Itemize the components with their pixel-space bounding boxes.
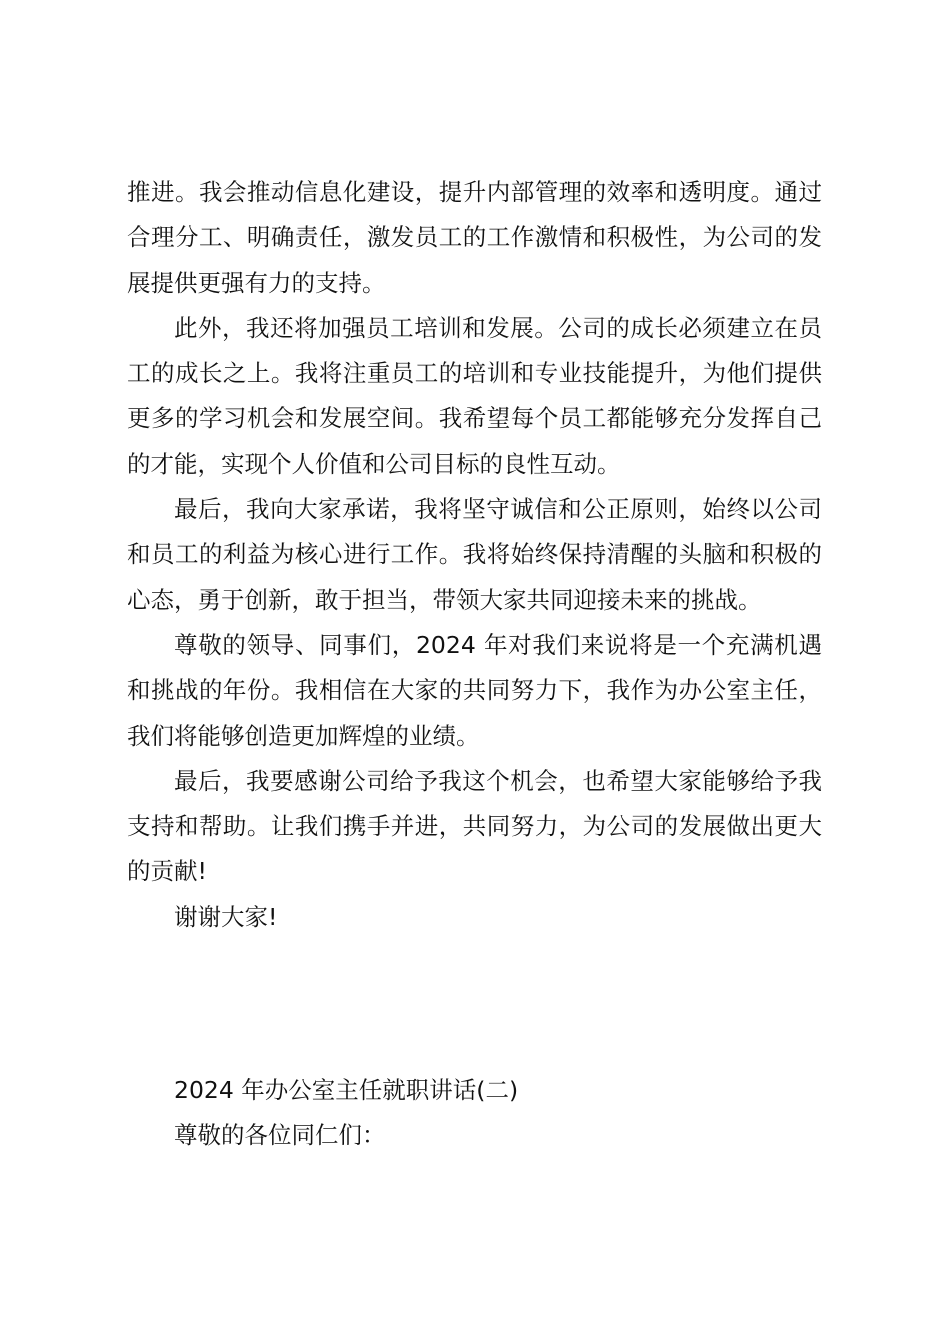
- paragraph-5: 最后，我要感谢公司给予我这个机会，也希望大家能够给予我支持和帮助。让我们携手并进，共同努力，为公司的发展做出更大的贡献!: [127, 766, 822, 886]
- next-speech-header: [127, 1068, 822, 1159]
- paragraph-3: 最后，我向大家承诺，我将坚守诚信和公正原则，始终以公司和员工的利益为核心进行工作。我将始终保持清醒的头脑和积极的心态，勇于创新，敢于担当，带领大家共同迎接未来的挑战。: [127, 495, 822, 614]
- section-title: 2024 年办公室主任就职讲话(二): [174, 1076, 519, 1104]
- speech-body: [127, 170, 822, 940]
- paragraph-6: 谢谢大家!: [174, 902, 278, 931]
- greeting: 尊敬的各位同仁们：: [174, 1121, 386, 1150]
- paragraph-2: 此外，我还将加强员工培训和发展。公司的成长必须建立在员工的成长之上。我将注重员工的培训和专业技能提升，为他们提供更多的学习机会和发展空间。我希望每个员工都能够充分发挥自己的才能，实现个人价值和公司目标的良性互动。: [127, 313, 822, 478]
- paragraph-1: 推进。我会推动信息化建设，提升内部管理的效率和透明度。通过合理分工、明确责任，激发员工的工作激情和积极性，为公司的发展提供更强有力的支持。: [127, 178, 822, 297]
- paragraph-4: 尊敬的领导、同事们，2024 年对我们来说将是一个充满机遇和挑战的年份。我相信在大家的共同努力下，我作为办公室主任，我们将能够创造更加辉煌的业绩。: [127, 630, 822, 750]
